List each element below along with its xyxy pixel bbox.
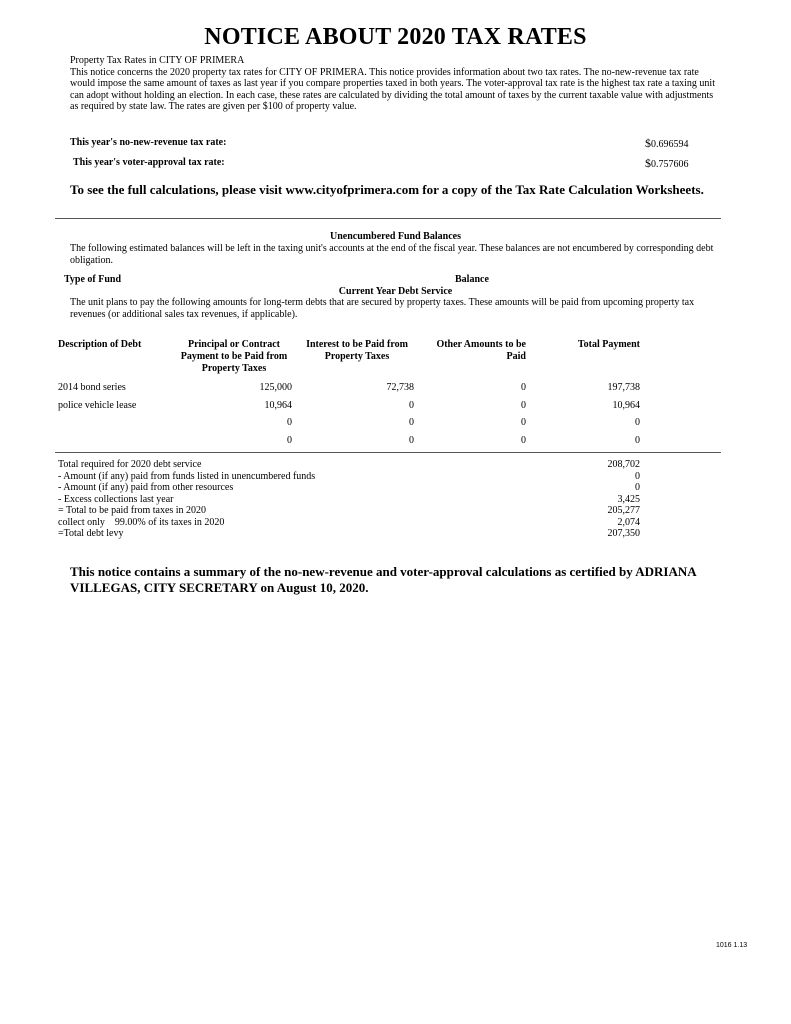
currency-symbol: $ (645, 156, 651, 170)
totals-label: = Total to be paid from taxes in 2020 (58, 505, 207, 516)
voter-approval-rate-value (645, 156, 689, 171)
debt-principal: 0 (287, 435, 292, 446)
debt-other: 0 (521, 435, 526, 446)
totals-value: 0 (635, 482, 640, 493)
rate-number: 0.696594 (651, 139, 689, 150)
section-divider (55, 218, 721, 219)
type-of-fund-header: Type of Fund (64, 274, 122, 285)
table-divider (55, 452, 721, 453)
page-title: NOTICE ABOUT 2020 TAX RATES (204, 24, 587, 50)
totals-value: 2,074 (617, 516, 640, 528)
totals-label: - Amount (if any) paid from other resources (58, 482, 234, 493)
totals-value: 208,702 (607, 459, 640, 470)
no-new-revenue-rate-label: This year's no-new-revenue tax rate: (70, 137, 227, 148)
intro-section (70, 55, 720, 113)
debt-principal: 10,964 (264, 400, 292, 411)
currency-symbol: $ (645, 136, 651, 150)
debt-interest: 0 (409, 435, 414, 446)
totals-value: 205,277 (607, 505, 640, 516)
col-interest-header: Interest to be Paid from Property Taxes (306, 339, 408, 362)
calculation-worksheet-notice: To see the full calculations, please visit www.cityofprimera.com for a copy of the Tax Rate Calculation Worksheets. (70, 182, 704, 197)
debt-other: 0 (521, 382, 526, 393)
totals-value: 3,425 (617, 493, 640, 505)
debt-total: 197,738 (607, 382, 640, 393)
intro-body: This notice concerns the 2020 property tax rates for CITY OF PRIMERA. This notice provides information about two tax rates. The no-new-revenue tax rate would impose the same amount of taxes as last year if you compare properties taxed in both years. The voter-approval tax rate is the highest tax rate a taxing unit can adopt without holding an election. In each case, these rates are calculated by dividing the total amount of taxes by the current taxable value with adjustments as required by state law. The rates are given per $100 of property value. (70, 66, 715, 113)
totals-label: =Total debt levy (58, 528, 124, 539)
debt-description: 2014 bond series (58, 382, 126, 393)
totals-label: - Excess collections last year (58, 493, 174, 505)
debt-service-heading: Current Year Debt Service (338, 286, 453, 297)
totals-value: 207,350 (607, 528, 640, 539)
unencumbered-heading: Unencumbered Fund Balances (330, 231, 461, 242)
no-new-revenue-rate-value (645, 136, 689, 151)
rate-number: 0.757606 (651, 159, 689, 170)
unencumbered-body: The following estimated balances will be left in the taxing unit's accounts at the end of the fiscal year. These balances are not encumbered by corresponding debt obligation. (70, 243, 714, 266)
certification-summary: This notice contains a summary of the no-new-revenue and voter-approval calculations as certified by ADRIANA VILLEGAS, CITY SECRETARY on August 10, 2020. (70, 564, 696, 595)
form-number: 1016 1.13 (716, 942, 748, 949)
debt-principal: 0 (287, 417, 292, 428)
debt-principal: 125,000 (259, 382, 292, 393)
totals-label: collect only 99.00% of its taxes in 2020 (58, 516, 225, 528)
col-other-header: Other Amounts to be Paid (436, 339, 526, 362)
debt-total: 0 (635, 417, 640, 428)
col-total-header: Total Payment (577, 339, 640, 350)
totals-label: Total required for 2020 debt service (58, 459, 202, 470)
intro-heading: Property Tax Rates in CITY OF PRIMERA (70, 55, 245, 66)
col-description-header: Description of Debt (58, 339, 142, 350)
debt-total: 0 (635, 435, 640, 446)
totals-value: 0 (635, 470, 640, 482)
debt-interest: 72,738 (386, 382, 414, 393)
debt-service-body: The unit plans to pay the following amounts for long-term debts that are secured by property taxes. These amounts will be paid from upcoming property tax revenues (or additional sales tax revenues, if applicable). (70, 297, 695, 320)
col-principal-header: Principal or Contract Payment to be Paid from Property Taxes (180, 339, 288, 374)
balance-header: Balance (455, 274, 489, 285)
voter-approval-rate-label: This year's voter-approval tax rate: (73, 157, 225, 168)
debt-interest: 0 (409, 417, 414, 428)
debt-description: police vehicle lease (58, 400, 137, 411)
debt-interest: 0 (409, 400, 414, 411)
debt-other: 0 (521, 400, 526, 411)
debt-other: 0 (521, 417, 526, 428)
totals-label: - Amount (if any) paid from funds listed in unencumbered funds (58, 470, 316, 482)
debt-total: 10,964 (612, 400, 640, 411)
